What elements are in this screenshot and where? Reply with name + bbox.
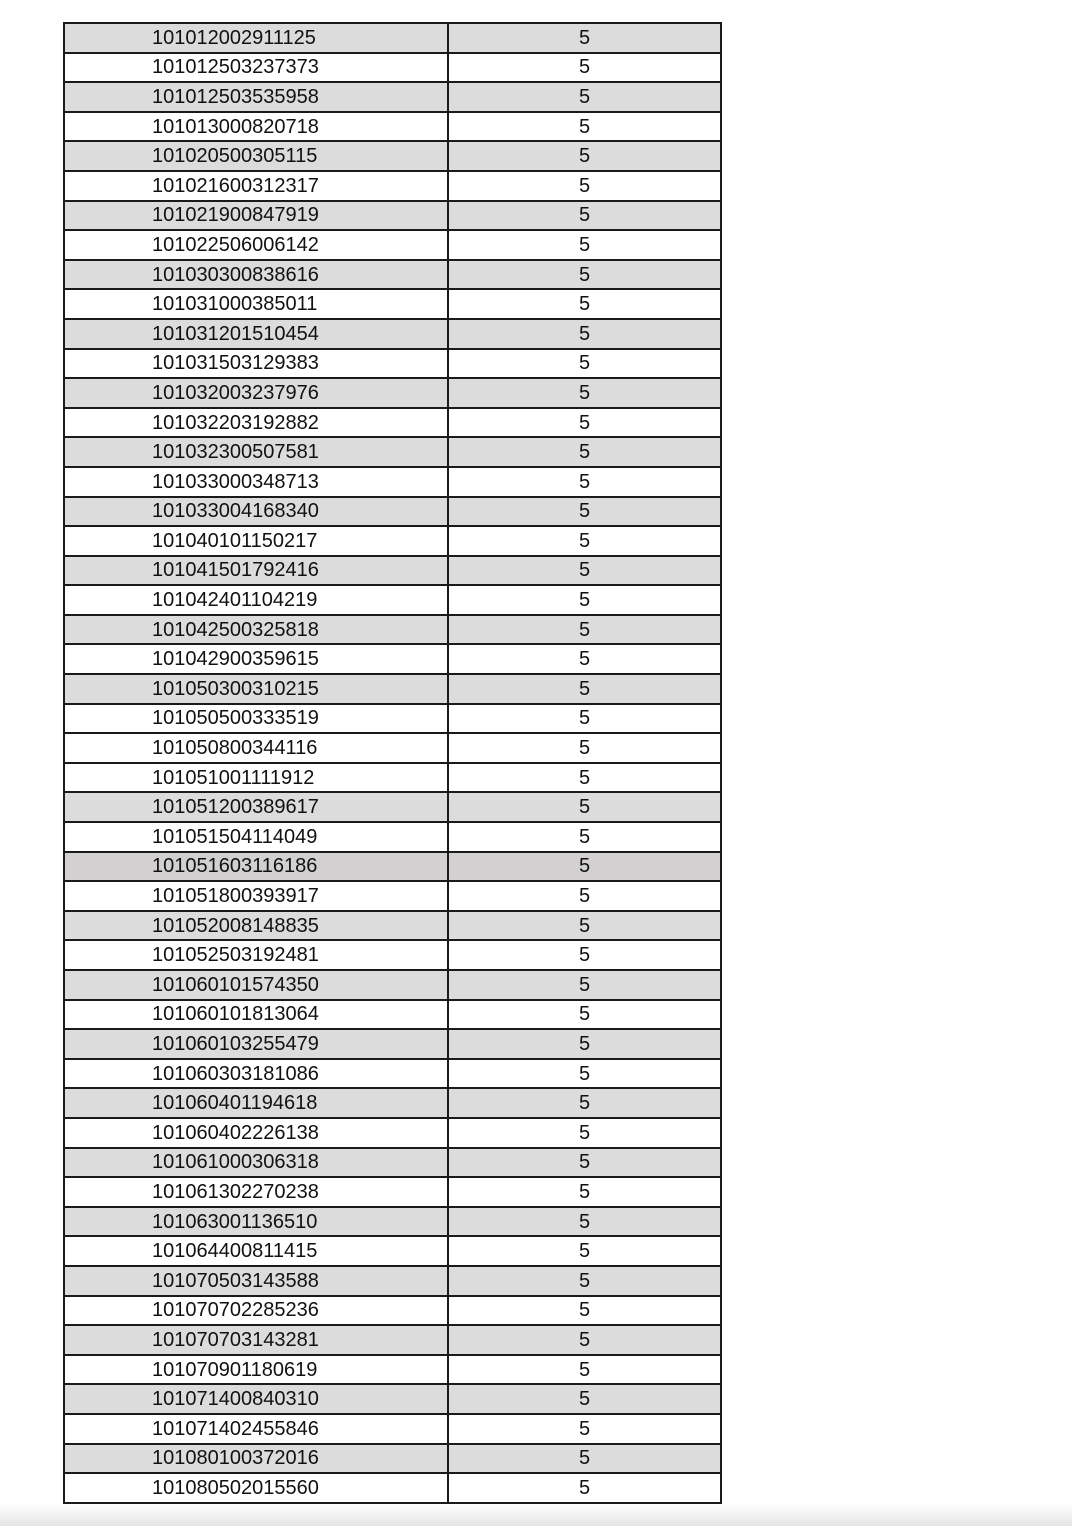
row-value-cell[interactable]: 5 — [448, 260, 721, 290]
row-id-cell[interactable]: 101052008148835 — [64, 911, 448, 941]
table-row[interactable] — [64, 526, 721, 556]
table-row[interactable] — [64, 141, 721, 171]
table-row[interactable] — [64, 1296, 721, 1326]
table-row[interactable] — [64, 1088, 721, 1118]
table-row[interactable] — [64, 911, 721, 941]
row-value-cell[interactable]: 5 — [448, 1148, 721, 1178]
row-value-cell[interactable]: 5 — [448, 674, 721, 704]
table-row[interactable] — [64, 704, 721, 734]
row-id-cell[interactable]: 101051200389617 — [64, 792, 448, 822]
table-row[interactable] — [64, 171, 721, 201]
row-id-cell[interactable]: 101031000385011 — [64, 289, 448, 319]
row-id-cell[interactable]: 101042500325818 — [64, 615, 448, 645]
row-value-cell[interactable]: 5 — [448, 1059, 721, 1089]
row-value-cell[interactable]: 5 — [448, 970, 721, 1000]
row-value-cell[interactable]: 5 — [448, 556, 721, 586]
table-row[interactable] — [64, 881, 721, 911]
row-id-cell[interactable]: 101031201510454 — [64, 319, 448, 349]
row-id-cell[interactable]: 101030300838616 — [64, 260, 448, 290]
row-value-cell[interactable]: 5 — [448, 319, 721, 349]
row-value-cell[interactable]: 5 — [448, 289, 721, 319]
row-id-cell[interactable]: 101042401104219 — [64, 585, 448, 615]
row-id-cell[interactable]: 101022506006142 — [64, 230, 448, 260]
row-id-cell[interactable]: 101050300310215 — [64, 674, 448, 704]
row-id-cell[interactable]: 101050500333519 — [64, 704, 448, 734]
row-id-cell[interactable]: 101061000306318 — [64, 1148, 448, 1178]
table-row[interactable] — [64, 437, 721, 467]
row-value-cell[interactable]: 5 — [448, 615, 721, 645]
row-id-cell[interactable]: 101032300507581 — [64, 437, 448, 467]
table-row[interactable] — [64, 674, 721, 704]
row-id-cell[interactable]: 101061302270238 — [64, 1177, 448, 1207]
row-value-cell[interactable]: 5 — [448, 1177, 721, 1207]
row-value-cell[interactable]: 5 — [448, 53, 721, 83]
row-id-cell[interactable]: 101051001111912 — [64, 763, 448, 793]
row-id-cell[interactable]: 101060402226138 — [64, 1118, 448, 1148]
table-row[interactable] — [64, 1177, 721, 1207]
row-value-cell[interactable]: 5 — [448, 408, 721, 438]
row-value-cell[interactable]: 5 — [448, 112, 721, 142]
row-id-cell[interactable]: 101032003237976 — [64, 378, 448, 408]
row-value-cell[interactable]: 5 — [448, 1207, 721, 1237]
table-row[interactable] — [64, 349, 721, 379]
row-value-cell[interactable]: 5 — [448, 940, 721, 970]
row-value-cell[interactable]: 5 — [448, 644, 721, 674]
table-row[interactable] — [64, 822, 721, 852]
table-row[interactable] — [64, 260, 721, 290]
table-row[interactable] — [64, 1384, 721, 1414]
table-row[interactable] — [64, 319, 721, 349]
table-row[interactable] — [64, 1266, 721, 1296]
table-row[interactable] — [64, 1325, 721, 1355]
row-id-cell[interactable]: 101051504114049 — [64, 822, 448, 852]
row-id-cell[interactable]: 101042900359615 — [64, 644, 448, 674]
table-row[interactable] — [64, 497, 721, 527]
table-row[interactable] — [64, 201, 721, 231]
row-value-cell[interactable]: 5 — [448, 733, 721, 763]
table-row[interactable] — [64, 1118, 721, 1148]
table-row[interactable] — [64, 1236, 721, 1266]
table-row[interactable] — [64, 1207, 721, 1237]
row-id-cell[interactable]: 101020500305115 — [64, 141, 448, 171]
table-row[interactable] — [64, 467, 721, 497]
row-id-cell[interactable]: 101080100372016 — [64, 1444, 448, 1474]
row-value-cell[interactable]: 5 — [448, 792, 721, 822]
row-id-cell[interactable]: 101021900847919 — [64, 201, 448, 231]
row-value-cell[interactable]: 5 — [448, 141, 721, 171]
row-id-cell[interactable]: 101071402455846 — [64, 1414, 448, 1444]
row-id-cell[interactable]: 101032203192882 — [64, 408, 448, 438]
row-id-cell[interactable]: 101063001136510 — [64, 1207, 448, 1237]
row-value-cell[interactable]: 5 — [448, 1473, 721, 1503]
row-value-cell[interactable]: 5 — [448, 526, 721, 556]
row-value-cell[interactable]: 5 — [448, 911, 721, 941]
row-id-cell[interactable]: 101052503192481 — [64, 940, 448, 970]
row-value-cell[interactable]: 5 — [448, 201, 721, 231]
row-id-cell[interactable]: 101070702285236 — [64, 1296, 448, 1326]
table-row[interactable] — [64, 585, 721, 615]
row-id-cell[interactable]: 101060303181086 — [64, 1059, 448, 1089]
row-value-cell[interactable]: 5 — [448, 1414, 721, 1444]
row-id-cell[interactable]: 101012503535958 — [64, 82, 448, 112]
row-id-cell[interactable]: 101051603116186 — [64, 852, 448, 882]
table-row[interactable] — [64, 408, 721, 438]
row-value-cell[interactable]: 5 — [448, 82, 721, 112]
row-id-cell[interactable]: 101070503143588 — [64, 1266, 448, 1296]
row-id-cell[interactable]: 101080502015560 — [64, 1473, 448, 1503]
row-id-cell[interactable]: 101040101150217 — [64, 526, 448, 556]
row-value-cell[interactable]: 5 — [448, 585, 721, 615]
table-row[interactable] — [64, 1000, 721, 1030]
row-value-cell[interactable]: 5 — [448, 704, 721, 734]
table-row[interactable] — [64, 763, 721, 793]
table-row[interactable] — [64, 23, 721, 53]
row-id-cell[interactable]: 101012503237373 — [64, 53, 448, 83]
table-row[interactable] — [64, 1414, 721, 1444]
table-body — [64, 23, 721, 1503]
row-id-cell[interactable]: 101041501792416 — [64, 556, 448, 586]
row-value-cell[interactable]: 5 — [448, 171, 721, 201]
row-id-cell[interactable]: 101070901180619 — [64, 1355, 448, 1385]
row-value-cell[interactable]: 5 — [448, 1236, 721, 1266]
row-id-cell[interactable]: 101060103255479 — [64, 1029, 448, 1059]
table-row[interactable] — [64, 1059, 721, 1089]
row-value-cell[interactable]: 5 — [448, 1355, 721, 1385]
table-row[interactable] — [64, 378, 721, 408]
table-row[interactable] — [64, 940, 721, 970]
row-value-cell[interactable]: 5 — [448, 1088, 721, 1118]
table-row[interactable] — [64, 733, 721, 763]
row-id-cell[interactable]: 101070703143281 — [64, 1325, 448, 1355]
row-id-cell[interactable]: 101060401194618 — [64, 1088, 448, 1118]
table-row[interactable] — [64, 1473, 721, 1503]
table-row[interactable] — [64, 1148, 721, 1178]
row-id-cell[interactable]: 101033004168340 — [64, 497, 448, 527]
row-value-cell[interactable]: 5 — [448, 349, 721, 379]
table-row[interactable] — [64, 82, 721, 112]
row-value-cell[interactable]: 5 — [448, 1118, 721, 1148]
row-value-cell[interactable]: 5 — [448, 1029, 721, 1059]
row-id-cell[interactable]: 101033000348713 — [64, 467, 448, 497]
row-id-cell[interactable]: 101050800344116 — [64, 733, 448, 763]
row-id-cell[interactable]: 101012002911125 — [64, 23, 448, 53]
row-id-cell[interactable]: 101013000820718 — [64, 112, 448, 142]
row-id-cell[interactable]: 101031503129383 — [64, 349, 448, 379]
table-row[interactable] — [64, 644, 721, 674]
table-row[interactable] — [64, 53, 721, 83]
row-value-cell[interactable]: 5 — [448, 467, 721, 497]
data-table — [63, 22, 722, 1504]
row-id-cell[interactable]: 101060101574350 — [64, 970, 448, 1000]
row-value-cell[interactable]: 5 — [448, 763, 721, 793]
table-row[interactable] — [64, 792, 721, 822]
table-row[interactable] — [64, 1444, 721, 1474]
table-row[interactable] — [64, 1029, 721, 1059]
table-row[interactable] — [64, 852, 721, 882]
row-id-cell[interactable]: 101064400811415 — [64, 1236, 448, 1266]
row-value-cell[interactable]: 5 — [448, 1266, 721, 1296]
row-id-cell[interactable]: 101051800393917 — [64, 881, 448, 911]
row-value-cell[interactable]: 5 — [448, 852, 721, 882]
row-value-cell[interactable]: 5 — [448, 1000, 721, 1030]
row-value-cell[interactable]: 5 — [448, 1325, 721, 1355]
row-id-cell[interactable]: 101021600312317 — [64, 171, 448, 201]
row-id-cell[interactable]: 101071400840310 — [64, 1384, 448, 1414]
row-value-cell[interactable]: 5 — [448, 822, 721, 852]
row-value-cell[interactable]: 5 — [448, 23, 721, 53]
row-value-cell[interactable]: 5 — [448, 497, 721, 527]
row-value-cell[interactable]: 5 — [448, 378, 721, 408]
row-value-cell[interactable]: 5 — [448, 437, 721, 467]
table-row[interactable] — [64, 970, 721, 1000]
table-row[interactable] — [64, 1355, 721, 1385]
table-row[interactable] — [64, 230, 721, 260]
table-row[interactable] — [64, 556, 721, 586]
row-value-cell[interactable]: 5 — [448, 1444, 721, 1474]
table-row[interactable] — [64, 112, 721, 142]
page-bottom-edge — [0, 1504, 1072, 1526]
row-id-cell[interactable]: 101060101813064 — [64, 1000, 448, 1030]
row-value-cell[interactable]: 5 — [448, 1384, 721, 1414]
row-value-cell[interactable]: 5 — [448, 1296, 721, 1326]
table-row[interactable] — [64, 289, 721, 319]
table-row[interactable] — [64, 615, 721, 645]
row-value-cell[interactable]: 5 — [448, 881, 721, 911]
row-value-cell[interactable]: 5 — [448, 230, 721, 260]
